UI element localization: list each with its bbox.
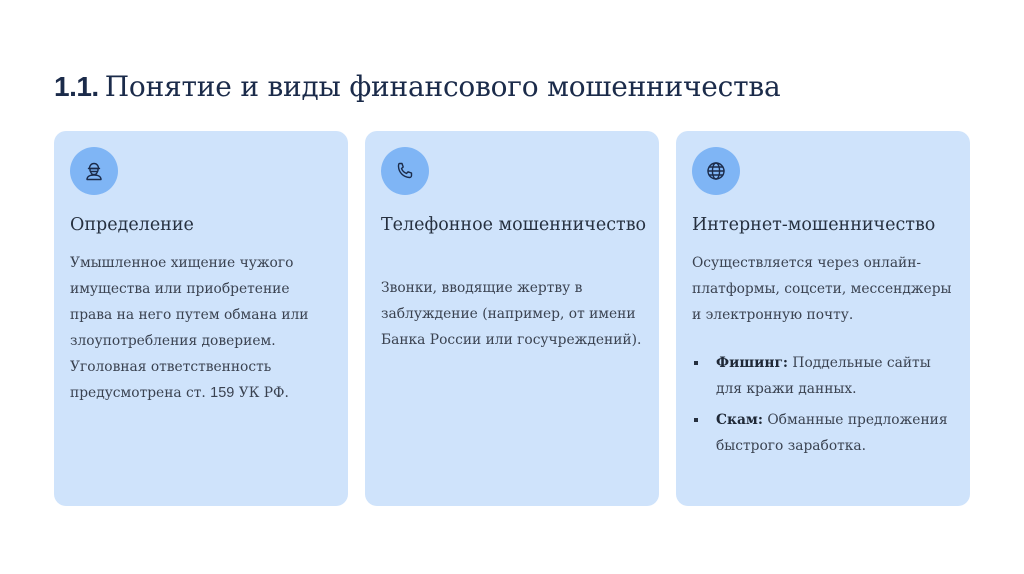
card-definition [54, 131, 348, 506]
person-mask-icon [70, 147, 118, 195]
card-text: Осуществляется через онлайн-платформы, соцсети, мессенджеры и электронную почту. [692, 255, 952, 323]
title-number: 1.1. [54, 71, 99, 102]
card-text: Звонки, вводящие жертву в заблуждение (например, от имени Банка России или госучреждений). [381, 280, 642, 348]
bullet-label: Скам: [716, 412, 763, 428]
card-internet-fraud [676, 131, 970, 506]
card-phone-fraud [365, 131, 659, 506]
bullet-text: Поддельные сайты для кражи данных. [716, 355, 931, 397]
card-title: Интернет-мошенничество [692, 215, 936, 235]
card-title: Телефонное мошенничество [381, 215, 647, 235]
title-text: Понятие и виды финансового мошенничества [104, 70, 781, 103]
article-number: 159 [210, 385, 235, 401]
slide-title [54, 70, 780, 103]
phone-icon [381, 147, 429, 195]
bullet-label: Фишинг: [716, 355, 789, 371]
card-text-part: УК РФ. [234, 385, 289, 401]
bullet-marker [694, 418, 698, 422]
bullet-text: Обманные предложения быстрого заработка. [716, 412, 948, 454]
card-text [70, 250, 332, 406]
globe-icon [692, 147, 740, 195]
list-item [692, 350, 954, 402]
bullet-marker [694, 361, 698, 365]
fraud-types-list [692, 350, 954, 459]
card-title: Определение [70, 215, 194, 235]
card-text-part: Умышленное хищение чужого имущества или приобретение права на него путем обмана или злоупотребления доверием. Уголовная ответственность предусмотрена ст. [70, 255, 309, 401]
list-item [692, 407, 954, 459]
